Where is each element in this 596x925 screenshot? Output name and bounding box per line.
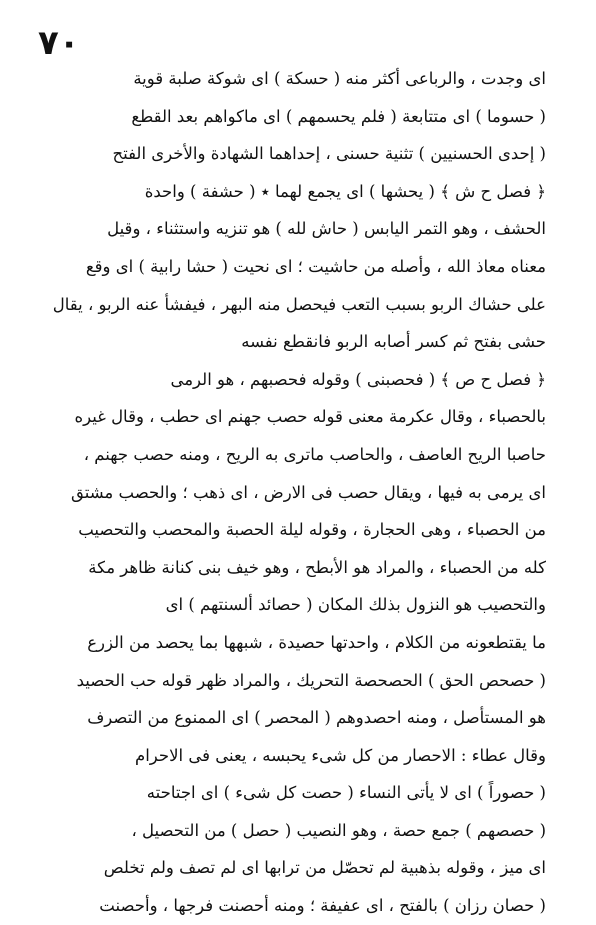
text-line: بالحصباء ، وقال عكرمة معنى قوله حصب جهنم اى حطب ، وقال غيره	[74, 407, 546, 427]
text-line: ( حصان رزان ) بالفتح ، اى عفيفة ؛ ومنه أحصنت فرجها ، وأحصنت	[99, 896, 546, 916]
text-line: على حشاك الربو بسبب التعب فيحصل منه البهر ، فيفشأ عنه الربو ، يقال	[52, 294, 546, 314]
text-line: ( حصصهم ) جمع حصة ، وهو النصيب ( حصل ) من التحصيل ،	[131, 820, 546, 840]
text-line: اى وجدت ، والرباعى أكثر منه ( حسكة ) اى شوكة صلبة قوية	[133, 69, 546, 88]
text-line: حاصبا الريح العاصف ، والحاصب ماترى به الريح ، ومنه حصب جهنم ،	[83, 444, 546, 464]
text-line: وقال عطاء : الاحصار من كل شىء يحبسه ، يعنى فى الاحرام	[134, 745, 546, 765]
text-line: هو المستأصل ، ومنه احصدوهم ( المحصر ) اى الممنوع من التصرف	[87, 708, 546, 728]
text-line: ما يقتطعونه من الكلام ، واحدتها حصيدة ، شبهها بما يحصد من الزرع	[87, 632, 546, 652]
section-heading-line: ﴿ فصل ح ش ﴾ ( يحشها ) اى يجمع لهما ٭ ( حشفة ) واحدة	[144, 181, 546, 201]
section-heading-line: ﴿ فصل ح ص ﴾ ( فحصبنى ) وقوله فحصبهم ، هو الرمى	[170, 369, 546, 389]
text-line: والتحصيب هو النزول بذلك المكان ( حصائد ألسنتهم ) اى	[165, 595, 546, 615]
text-line: الحشف ، وهو التمر اليابس ( حاش لله ) هو تنزيه واستثناء ، وقيل	[107, 219, 546, 239]
text-line: اى يرمى به فيها ، ويقال حصب فى الارض ، اى ذهب ؛ والحصب مشتق	[70, 482, 546, 502]
text-line: ( حصوراً ) اى لا يأتى النساء ( حصت كل شىء ) اى اجتاحته	[146, 783, 546, 803]
text-line: اى ميز ، وقوله بذهبية لم تحصّل من ترابها اى لم تصف ولم تخلص	[103, 858, 546, 878]
text-line: ( حسوما ) اى متتابعة ( فلم يحسمهم ) اى ماكواهم بعد القطع	[131, 106, 546, 126]
text-line: ( إحدى الحسنيين ) تثنية حسنى ، إحداهما الشهادة والأخرى الفتح	[112, 144, 546, 164]
page-number: ٧٠	[38, 23, 80, 63]
text-line: ( حصحص الحق ) الحصحصة التحريك ، والمراد ظهر قوله حب الحصيد	[76, 670, 546, 690]
text-line: حشى بفتح ثم كسر أصابه الربو فانقطع نفسه	[241, 332, 546, 352]
text-line: كله من الحصباء ، والمراد هو الأبطح ، وهو خيف بنى كنانة ظاهر مكة	[88, 557, 546, 577]
body-text	[26, 60, 546, 925]
text-line: معناه معاذ الله ، وأصله من حاشيت ؛ اى نحيت ( حشا رابية ) اى وقع	[85, 256, 546, 276]
text-line: من الحصباء ، وهى الحجارة ، وقوله ليلة الحصبة والمحصب والتحصيب	[78, 520, 546, 540]
